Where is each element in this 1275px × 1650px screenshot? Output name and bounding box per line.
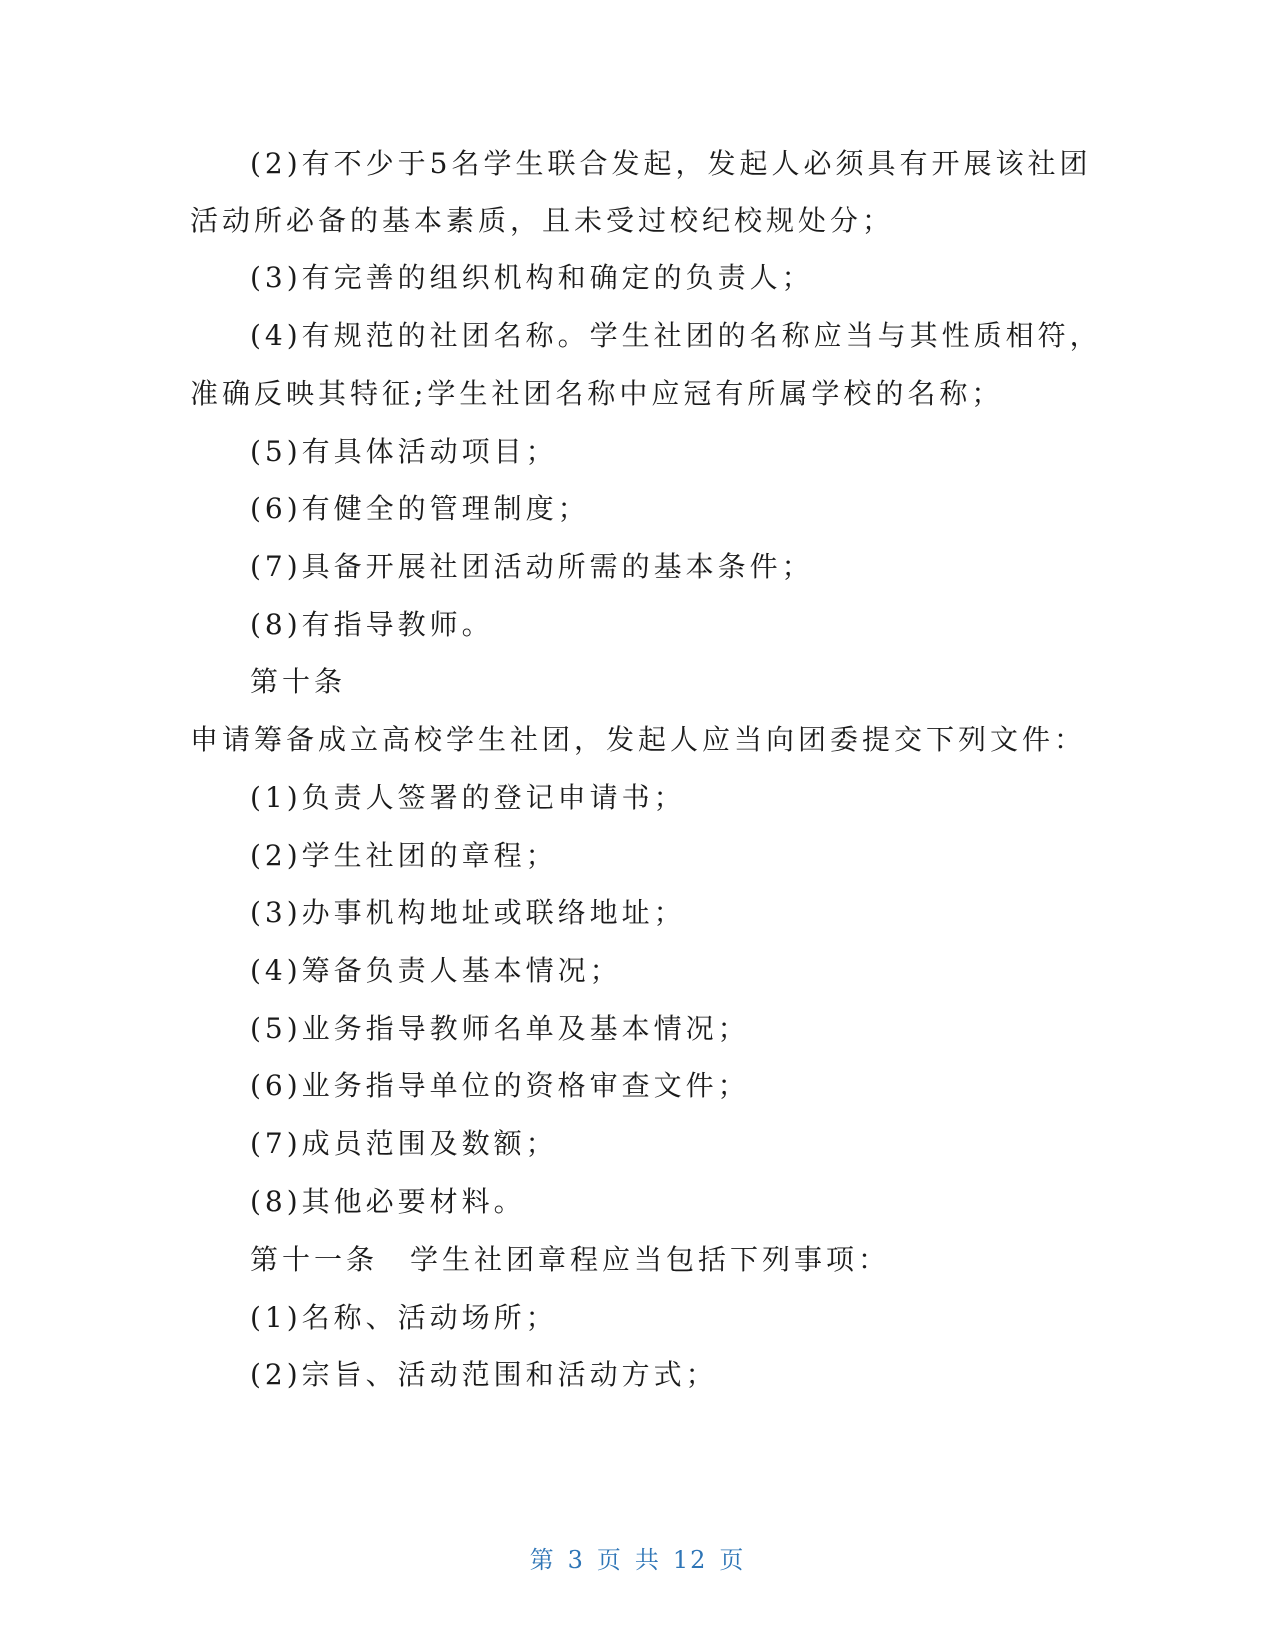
paragraph-line: (3)有完善的组织机构和确定的负责人； — [250, 261, 814, 294]
paragraph-line: (5)业务指导教师名单及基本情况； — [250, 1012, 750, 1045]
paragraph-line: (1)名称、活动场所； — [250, 1301, 558, 1334]
paragraph-line: (3)办事机构地址或联络地址； — [250, 896, 686, 929]
paragraph-line: (2)宗旨、活动范围和活动方式； — [250, 1358, 718, 1391]
article-heading: 第十一条 学生社团章程应当包括下列事项： — [250, 1243, 891, 1276]
paragraph-line: (8)其他必要材料。 — [250, 1185, 526, 1218]
current-page-number: 3 — [567, 1546, 585, 1574]
total-pages-number: 12 — [672, 1546, 708, 1574]
paragraph-line: 准确反映其特征;学生社团名称中应冠有所属学校的名称； — [190, 377, 1004, 410]
paragraph-line: (2)有不少于5名学生联合发起，发起人必须具有开展该社团 — [250, 147, 1092, 180]
paragraph-line: (6)业务指导单位的资格审查文件； — [250, 1069, 750, 1102]
paragraph-line: (5)有具体活动项目； — [250, 435, 558, 468]
paragraph-line: 活动所必备的基本素质，且未受过校纪校规处分； — [190, 204, 895, 237]
paragraph-line: (7)具备开展社团活动所需的基本条件； — [250, 550, 814, 583]
footer-suffix: 页 — [719, 1546, 746, 1574]
footer-total-word: 共 — [634, 1546, 661, 1574]
paragraph-line: (1)负责人签署的登记申请书； — [250, 781, 686, 814]
paragraph-line: (2)学生社团的章程； — [250, 839, 558, 872]
paragraph-line: (7)成员范围及数额； — [250, 1127, 558, 1160]
page-number-footer — [0, 1540, 1275, 1575]
paragraph-line: (6)有健全的管理制度； — [250, 492, 590, 525]
paragraph-line: 申请筹备成立高校学生社团，发起人应当向团委提交下列文件： — [190, 723, 1087, 756]
paragraph-line: (4)筹备负责人基本情况； — [250, 954, 622, 987]
footer-page-word: 页 — [596, 1546, 623, 1574]
paragraph-line: (4)有规范的社团名称。学生社团的名称应当与其性质相符， — [250, 319, 1102, 352]
paragraph-line: (8)有指导教师。 — [250, 608, 494, 641]
footer-prefix: 第 — [529, 1546, 556, 1574]
article-heading: 第十条 — [250, 665, 347, 698]
